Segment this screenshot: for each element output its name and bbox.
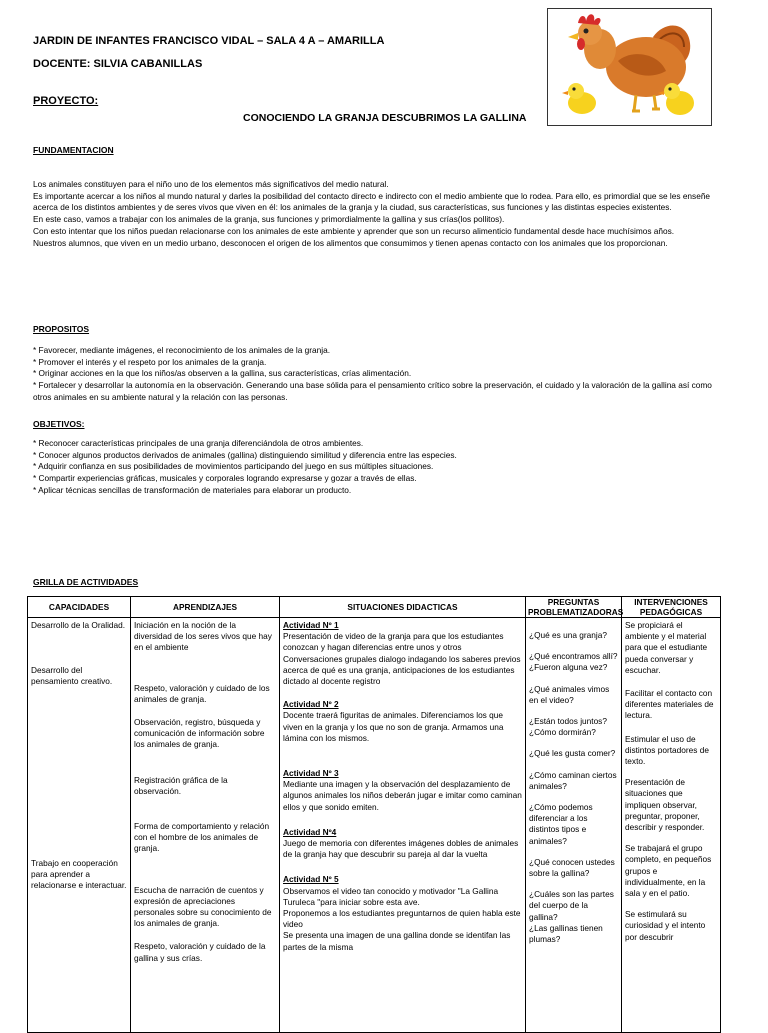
actividad-text: Juego de memoria con diferentes imágenes dobles de animales de la granja hay que descubrir su pareja al dar la vuelta [283, 838, 519, 860]
pregunta-item: ¿Cómo podemos diferenciar a los distintos tipos e animales? [529, 802, 593, 846]
actividad-text: Mediante una imagen y la observación del desplazamiento de algunos animales los niños deberán jugar e imitar como caminan ellos y que sonido emiten. [283, 779, 522, 812]
objetivo-item: * Adquirir confianza en sus posibilidades de movimientos participando del juego en sus múltiples situaciones. [33, 461, 434, 472]
column-header: INTERVENCIONES PEDAGÓGICAS [622, 597, 721, 618]
objetivos-list [33, 438, 729, 497]
aprendizaje-item: Iniciación en la noción de la diversidad de los seres vivos que hay en el ambiente [134, 620, 272, 653]
aprendizaje-item: Escucha de narración de cuentos y expresión de apreciaciones personales sobre su conocimiento de los animales de granja. [134, 884, 272, 929]
column-header: SITUACIONES DIDACTICAS [280, 597, 526, 618]
table-row [28, 618, 721, 1033]
objetivo-item: * Aplicar técnicas sencillas de transformación de materiales para elaborar un producto. [33, 484, 352, 495]
pregunta-item: ¿Qué es una granja? [529, 630, 607, 640]
propositos-list [33, 345, 729, 404]
preguntas-cell [526, 618, 622, 1033]
column-header: CAPACIDADES [28, 597, 131, 618]
column-header: APRENDIZAJES [131, 597, 280, 618]
actividad-text: Observamos el video tan conocido y motivador "La Gallina Turuleca "para iniciar sobre esta ave. [283, 885, 499, 907]
aprendizaje-item: Respeto, valoración y cuidado de la gallina y sus crías. [134, 941, 266, 963]
fundamentacion-heading: FUNDAMENTACION [33, 145, 114, 155]
hen-with-chicks-icon [547, 8, 712, 126]
project-label: PROYECTO: [33, 95, 99, 107]
activities-table [27, 596, 721, 1033]
aprendizaje-item: Observación, registro, búsqueda y comunicación de información sobre los animales de granja. [134, 717, 265, 750]
proposito-item: * Favorecer, mediante imágenes, el reconocimiento de los animales de la granja. [33, 345, 331, 355]
aprendizaje-item: Registración gráfica de la observación. [134, 774, 228, 796]
capacidad-item: Trabajo en cooperación para aprender a relacionarse e interactuar. [31, 857, 127, 891]
actividad-title: Actividad Nº4 [283, 826, 337, 837]
fundamentacion-text [33, 179, 729, 249]
intervencion-item: Facilitar el contacto con diferentes materiales de lectura. [625, 688, 714, 721]
intervencion-item: Estimular el uso de distintos portadores de texto. [625, 733, 709, 767]
grilla-heading: GRILLA DE ACTIVIDADES [33, 577, 139, 587]
actividad-title: Actividad Nº 1 [283, 620, 339, 630]
pregunta-item: ¿Cuáles son las partes del cuerpo de la gallina? [529, 889, 614, 922]
proposito-item: * Originar acciones en la que los niños/as observen a la gallina, sus características, crías alimentación. [33, 368, 412, 379]
intervencion-item: Se trabajará el grupo completo, en pequeños grupos e individualmente, en la sala y en el patio. [625, 843, 712, 899]
actividad-title: Actividad Nº 5 [283, 874, 339, 885]
proposito-item: * Fortalecer y desarrollar la autonomía en la observación. Generando una base sólida para el pensamiento crítico sobre la preservación, el cuidado y la valoración de la gallina así como otros animales en su ambiente natural y la relación con las personas. [33, 380, 712, 402]
pregunta-item: ¿Las gallinas tienen plumas? [529, 922, 603, 945]
fundamentacion-line: Con esto intentar que los niños puedan relacionarse con los animales de este ambiente y aprender que son un recurso alimenticio fundamental desde hace muchísimos años. [33, 225, 675, 236]
capacidades-cell [28, 618, 131, 1033]
actividad-title: Actividad Nº 2 [283, 699, 339, 710]
pregunta-item: ¿Están todos juntos? [529, 716, 607, 727]
fundamentacion-line: Nuestros alumnos, que viven en un medio urbano, desconocen el origen de los alimentos que consumimos y tienen apenas contacto con los animales que los proporcionan. [33, 237, 668, 248]
objetivo-item: * Compartir experiencias gráficas, musicales y corporales logrando expresarse y gozar a través de ellas. [33, 473, 417, 484]
actividad-text: Docente traerá figuritas de animales. Diferenciamos los que viven en la granja y los que no son de granja. Armamos una lámina con los mismos. [283, 710, 504, 743]
fundamentacion-line: Es importante acercar a los niños al mundo natural y darles la posibilidad del contacto directo e indirecto con el medio ambiente que lo rodea. Para ello, es primordial que se les enseñe acerca de los distintos ambientes y de seres vivos que viven en él: los animales de la granja y la ciudad, sus características, sus funciones y las distintas especies existentes. [33, 190, 711, 213]
pregunta-item: ¿Qué conocen ustedes sobre la gallina? [529, 856, 615, 879]
table-header-row [28, 597, 721, 618]
column-header: PREGUNTAS PROBLEMATIZADORAS [526, 597, 622, 618]
proposito-item: * Promover el interés y el respeto por los animales de la granja. [33, 356, 267, 367]
actividad-text: Conversaciones grupales dialogo indagando los saberes previos acerca de qué es una granja, anticipaciones de los estudiantes dictado al docente registro [283, 653, 521, 687]
aprendizaje-item: Forma de comportamiento y relación con el hombre de los animales de granja. [134, 821, 270, 854]
actividad-text: Se presenta una imagen de una gallina donde se identifan las partes de la misma [283, 930, 511, 952]
fundamentacion-line: Los animales constituyen para el niño uno de los elementos más significativos del medio natural. [33, 179, 389, 189]
pregunta-item: ¿Fueron alguna vez? [529, 662, 608, 673]
pregunta-item: ¿Qué animales vimos en el video? [529, 683, 610, 705]
teacher-heading: DOCENTE: SILVIA CABANILLAS [33, 58, 203, 70]
aprendizajes-cell [131, 618, 280, 1033]
propositos-heading: PROPOSITOS [33, 324, 90, 334]
capacidad-item: Desarrollo del pensamiento creativo. [31, 665, 113, 687]
objetivos-heading: OBJETIVOS: [33, 419, 85, 429]
project-title: CONOCIENDO LA GRANJA DESCUBRIMOS LA GALLINA [243, 112, 527, 124]
pregunta-item: ¿Cómo caminan ciertos animales? [529, 769, 617, 791]
intervencion-item: Se propiciará el ambiente y el material para que el estudiante pueda conversar y escuchar. [625, 620, 708, 675]
school-heading: JARDIN DE INFANTES FRANCISCO VIDAL – SALA 4 A – AMARILLA [33, 35, 385, 47]
intervencion-item: Se estimulará su curiosidad y el intento por descubrir [625, 909, 706, 942]
objetivo-item: * Conocer algunos productos derivados de animales (gallina) distinguiendo similitud y diferencia entre las especies. [33, 449, 457, 460]
intervenciones-cell [622, 618, 721, 1033]
objetivo-item: * Reconocer características principales de una granja diferenciándola de otros ambientes. [33, 438, 364, 448]
pregunta-item: ¿Qué les gusta comer? [529, 748, 616, 759]
actividad-text: Presentación de video de la granja para que los estudiantes conozcan y hagan diferencias entre unos y otros [283, 631, 504, 653]
fundamentacion-line: En este caso, vamos a trabajar con los animales de la granja, sus funciones y primordialmente la gallina y sus crías(los pollitos). [33, 214, 505, 225]
aprendizaje-item: Respeto, valoración y cuidado de los animales de granja. [134, 682, 270, 704]
intervencion-item: Presentación de situaciones que impliquen observar, preguntar, proponer, describir y responder. [625, 777, 705, 833]
actividad-title: Actividad Nº 3 [283, 768, 339, 779]
pregunta-item: ¿Qué encontramos allí? [529, 651, 618, 662]
capacidad-item: Desarrollo de la Oralidad. [31, 620, 126, 630]
situaciones-cell [280, 618, 526, 1033]
pregunta-item: ¿Cómo dormirán? [529, 727, 596, 738]
actividad-text: Proponemos a los estudiantes preguntarnos de quien habla este video [283, 908, 521, 930]
